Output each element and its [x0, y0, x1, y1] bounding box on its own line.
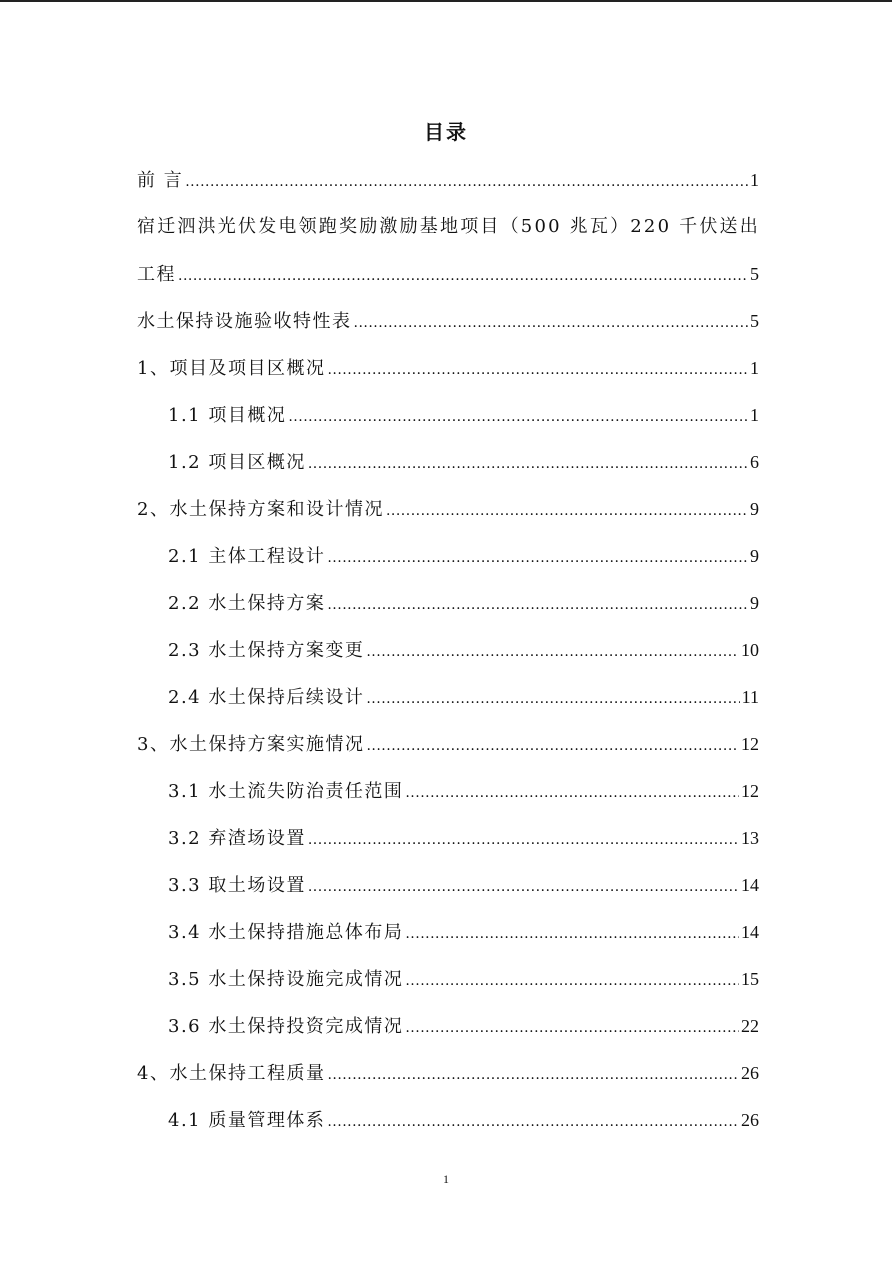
dot-leader	[327, 1103, 739, 1141]
toc-entry-section-4-1[interactable]	[137, 1101, 759, 1148]
toc-entry-label: 3.6 水土保持投资完成情况	[168, 1016, 404, 1037]
toc-entry-section-2-2[interactable]	[137, 584, 759, 631]
toc-entry-label: 3.5 水土保持设施完成情况	[168, 969, 404, 990]
dot-leader	[327, 586, 748, 624]
toc-entry-section-1[interactable]	[137, 349, 759, 396]
toc-entry-page: 9	[750, 546, 759, 566]
toc-entry-page: 14	[741, 922, 759, 942]
toc-entry-label: 3.3 取土场设置	[168, 875, 306, 896]
toc-entry-characteristics-table[interactable]	[137, 302, 759, 349]
dot-leader	[405, 1009, 739, 1047]
toc-entry-label: 4.1 质量管理体系	[168, 1110, 326, 1131]
toc-entry-page: 9	[750, 593, 759, 613]
toc-entry-label-line1: 宿迁泗洪光伏发电领跑奖励激励基地项目（500 兆瓦）220 千伏送出	[137, 216, 760, 237]
toc-entry-page: 26	[741, 1110, 759, 1130]
toc-entry-label: 4、水土保持工程质量	[137, 1063, 326, 1084]
dot-leader	[288, 398, 748, 436]
toc-entry-label: 2.4 水土保持后续设计	[168, 687, 365, 708]
toc-entry-section-2-1[interactable]	[137, 537, 759, 584]
toc-entry-label: 2.3 水土保持方案变更	[168, 640, 365, 661]
dot-leader	[327, 1056, 739, 1094]
toc-entry-section-2-3[interactable]	[137, 631, 759, 678]
toc-entry-page: 22	[741, 1016, 759, 1036]
dot-leader	[405, 774, 739, 812]
toc-entry-page: 6	[750, 452, 759, 472]
dot-leader	[178, 257, 748, 295]
toc-entry-label: 2、水土保持方案和设计情况	[137, 499, 384, 520]
toc-title: 目录	[424, 120, 468, 144]
toc-entry-page: 26	[741, 1063, 759, 1083]
dot-leader	[327, 351, 748, 389]
dot-leader	[405, 915, 739, 953]
toc-entry-page: 5	[750, 264, 759, 284]
toc-entry-section-3-2[interactable]	[137, 819, 759, 866]
toc-entry-page: 5	[750, 311, 759, 331]
toc-entry-project-title-line1[interactable]	[137, 208, 759, 255]
toc-entry-section-4[interactable]	[137, 1054, 759, 1101]
table-of-contents	[137, 161, 759, 1148]
toc-entry-preface[interactable]	[137, 161, 759, 208]
toc-entry-section-3-1[interactable]	[137, 772, 759, 819]
toc-entry-page: 1	[750, 405, 759, 425]
toc-entry-section-3-4[interactable]	[137, 913, 759, 960]
toc-entry-page: 11	[741, 687, 759, 707]
top-border	[0, 0, 892, 2]
toc-entry-label: 3.4 水土保持措施总体布局	[168, 922, 404, 943]
dot-leader	[366, 633, 739, 671]
toc-entry-page: 10	[741, 640, 759, 660]
toc-entry-section-3-3[interactable]	[137, 866, 759, 913]
dot-leader	[308, 445, 748, 483]
toc-entry-page: 1	[750, 358, 759, 378]
toc-entry-label: 1、项目及项目区概况	[137, 358, 326, 379]
toc-entry-label: 水土保持设施验收特性表	[137, 311, 352, 332]
toc-entry-label: 3、水土保持方案实施情况	[137, 734, 365, 755]
toc-entry-page: 14	[741, 875, 759, 895]
toc-entry-section-2-4[interactable]	[137, 678, 759, 725]
page-number: 1	[443, 1172, 449, 1186]
dot-leader	[386, 492, 748, 530]
toc-entry-page: 1	[750, 170, 759, 190]
toc-entry-label: 1.2 项目区概况	[168, 452, 306, 473]
toc-entry-page: 9	[750, 499, 759, 519]
toc-entry-section-1-2[interactable]	[137, 443, 759, 490]
toc-entry-page: 12	[741, 781, 759, 801]
dot-leader	[366, 680, 739, 718]
toc-entry-section-3-5[interactable]	[137, 960, 759, 1007]
toc-entry-label: 前 言	[137, 170, 184, 191]
toc-entry-label: 工程	[137, 264, 176, 285]
dot-leader	[327, 539, 748, 577]
toc-entry-section-3[interactable]	[137, 725, 759, 772]
toc-entry-label: 2.2 水土保持方案	[168, 593, 326, 614]
dot-leader	[405, 962, 739, 1000]
toc-entry-label: 1.1 项目概况	[168, 405, 287, 426]
dot-leader	[308, 868, 739, 906]
dot-leader	[366, 727, 739, 765]
toc-entry-page: 15	[741, 969, 759, 989]
toc-entry-section-3-6[interactable]	[137, 1007, 759, 1054]
toc-entry-page: 13	[741, 828, 759, 848]
dot-leader	[308, 821, 739, 859]
toc-entry-project-title[interactable]	[137, 255, 759, 302]
toc-entry-label: 2.1 主体工程设计	[168, 546, 326, 567]
toc-entry-label: 3.1 水土流失防治责任范围	[168, 781, 404, 802]
dot-leader	[354, 304, 749, 342]
toc-entry-label: 3.2 弃渣场设置	[168, 828, 306, 849]
toc-entry-section-2[interactable]	[137, 490, 759, 537]
toc-entry-section-1-1[interactable]	[137, 396, 759, 443]
dot-leader	[185, 163, 748, 201]
toc-entry-page: 12	[741, 734, 759, 754]
